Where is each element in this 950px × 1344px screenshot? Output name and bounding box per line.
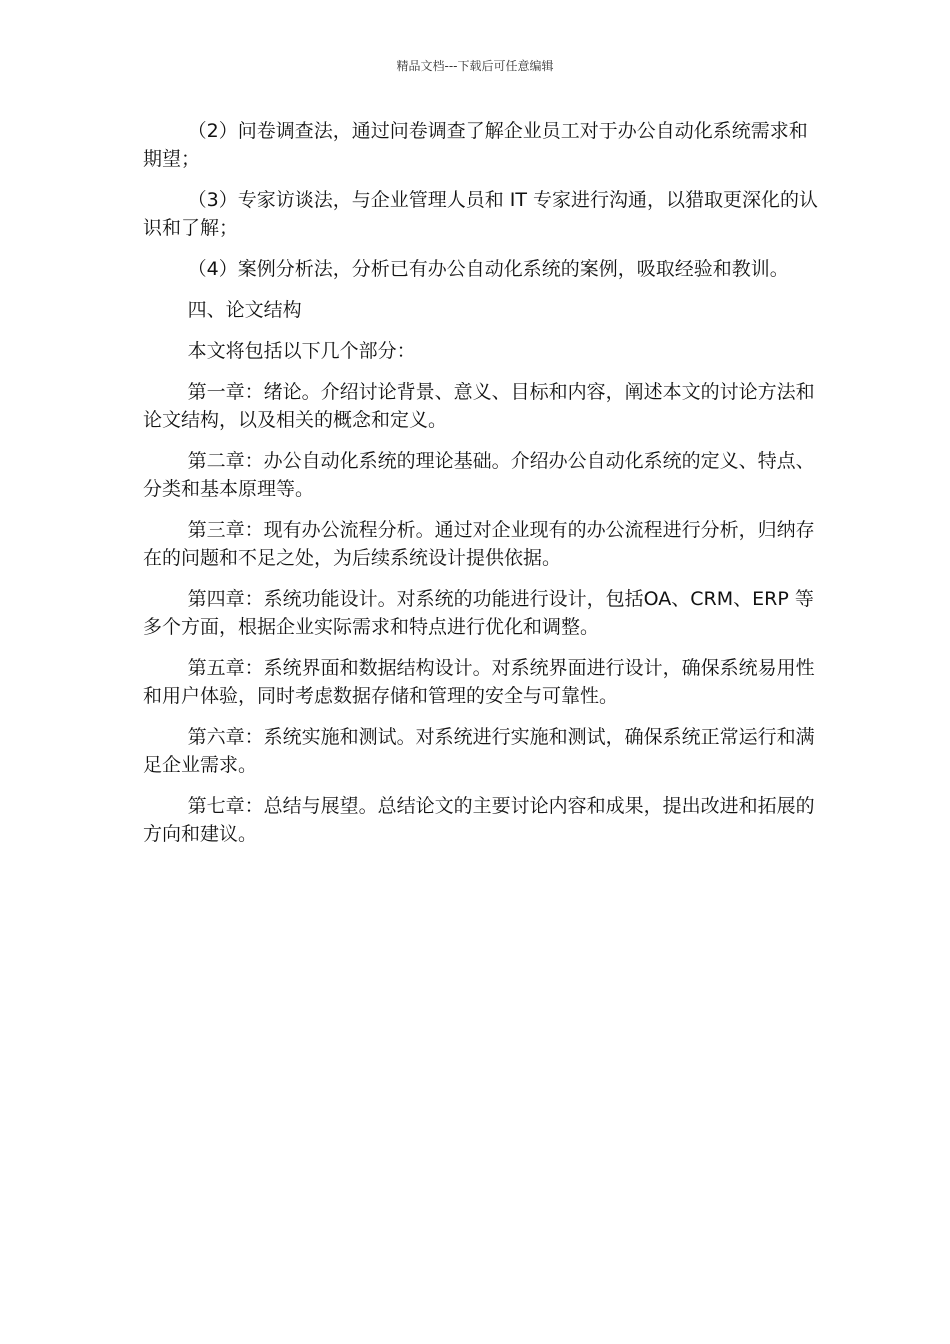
paragraph-chapter-2: 第二章：办公自动化系统的理论基础。介绍办公自动化系统的定义、特点、分类和基本原理等。 [143, 450, 815, 500]
paragraph-chapter-5: 第五章：系统界面和数据结构设计。对系统界面进行设计，确保系统易用性和用户体验，同时考虑数据存储和管理的安全与可靠性。 [143, 657, 815, 707]
paragraph-method-2: （2）问卷调查法，通过问卷调查了解企业员工对于办公自动化系统需求和期望； [143, 120, 808, 170]
section-heading-structure: 四、论文结构 [187, 299, 302, 321]
paragraph-method-4: （4）案例分析法，分析已有办公自动化系统的案例，吸取经验和教训。 [187, 258, 789, 280]
paragraph-chapter-3: 第三章：现有办公流程分析。通过对企业现有的办公流程进行分析，归纳存在的问题和不足之处，为后续系统设计提供依据。 [143, 519, 815, 569]
paragraph-chapter-4: 第四章：系统功能设计。对系统的功能进行设计，包括OA、CRM、ERP 等多个方面，根据企业实际需求和特点进行优化和调整。 [143, 588, 814, 638]
paragraph-method-3: （3）专家访谈法，与企业管理人员和 IT 专家进行沟通，以猎取更深化的认识和了解； [143, 189, 819, 239]
page-header: 精品文档---下载后可任意编辑 [396, 59, 554, 73]
paragraph-intro: 本文将包括以下几个部分： [187, 340, 416, 362]
document-body [143, 117, 823, 861]
paragraph-chapter-7: 第七章：总结与展望。总结论文的主要讨论内容和成果，提出改进和拓展的方向和建议。 [143, 795, 815, 845]
paragraph-chapter-6: 第六章：系统实施和测试。对系统进行实施和测试，确保系统正常运行和满足企业需求。 [143, 726, 815, 776]
paragraph-chapter-1: 第一章：绪论。介绍讨论背景、意义、目标和内容，阐述本文的讨论方法和论文结构，以及相关的概念和定义。 [143, 381, 815, 431]
